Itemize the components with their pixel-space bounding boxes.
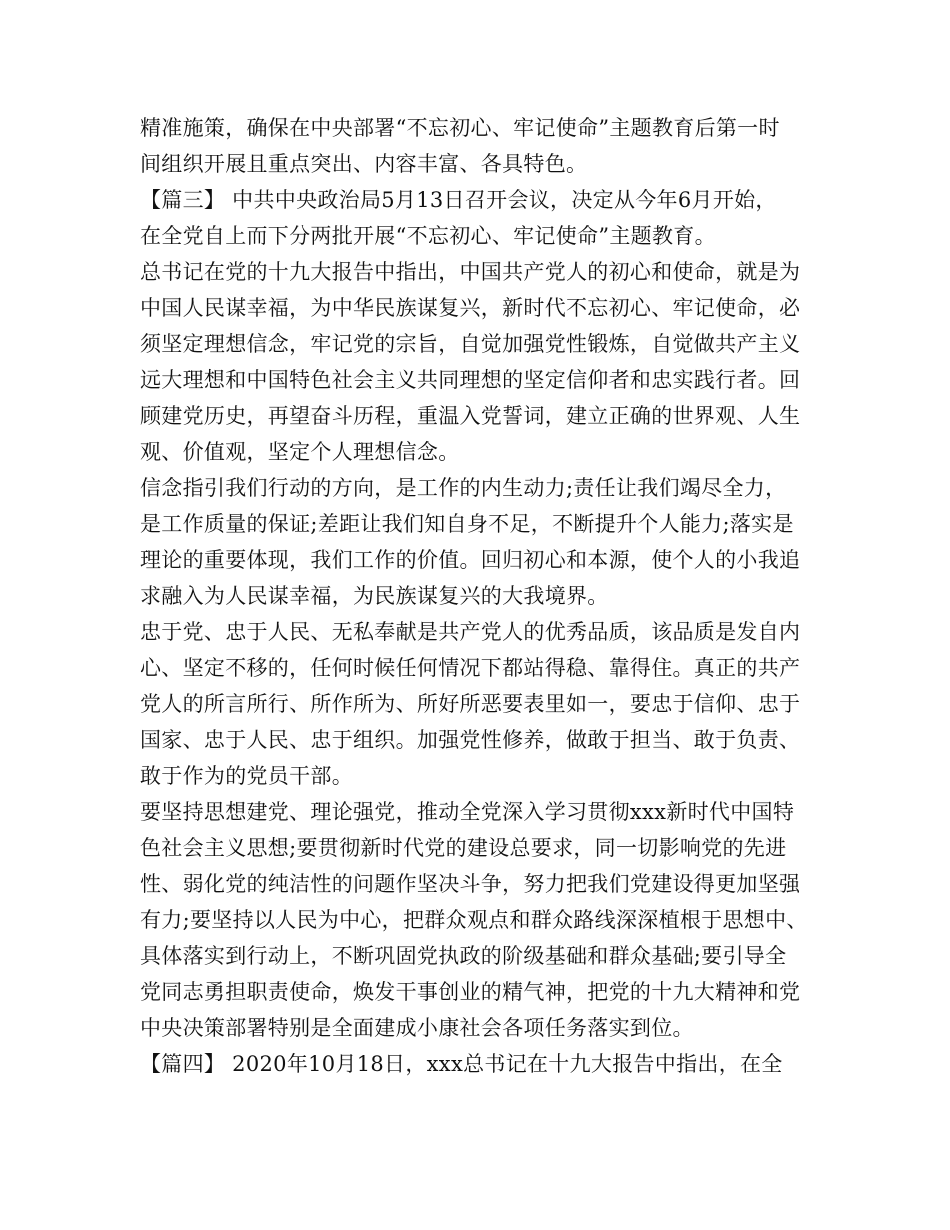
text-line-4: 在全党自上而下分两批开展“不忘初心、牢记使命”主题教育。 [140, 224, 716, 248]
text-line-10: 观、价值观，坚定个人理想信念。 [140, 440, 460, 464]
text-line-13: 理论的重要体现，我们工作的价值。回归初心和本源，使个人的小我追 [140, 548, 801, 572]
text-line-8: 远大理想和中国特色社会主义共同理想的坚定信仰者和忠实践行者。回 [140, 368, 801, 392]
text-line-26: 中央决策部署特别是全面建成小康社会各项任务落实到位。 [140, 1016, 694, 1040]
text-line-6: 中国人民谋幸福，为中华民族谋复兴，新时代不忘初心、牢记使命，必 [140, 296, 801, 320]
text-line-2: 间组织开展且重点突出、内容丰富、各具特色。 [140, 152, 588, 176]
text-line-16: 心、坚定不移的，任何时候任何情况下都站得稳、靠得住。真正的共产 [140, 656, 801, 680]
text-line-7: 须坚定理想信念，牢记党的宗旨，自觉加强党性锻炼，自觉做共产主义 [140, 332, 801, 356]
text-line-14: 求融入为人民谋幸福，为民族谋复兴的大我境界。 [140, 584, 609, 608]
text-line-15: 忠于党、忠于人民、无私奉献是共产党人的优秀品质，该品质是发自内 [140, 620, 801, 644]
text-line-5: 总书记在党的十九大报告中指出，中国共产党人的初心和使命，就是为 [140, 260, 801, 284]
section-heading-pian-si: 【篇四】 2020年10月18日，xxx总书记在十九大报告中指出，在全 [140, 1052, 783, 1076]
section-heading-pian-san: 【篇三】 中共中央政治局5月13日召开会议，决定从今年6月开始， [140, 188, 777, 212]
text-line-23: 有力;要坚持以人民为中心，把群众观点和群众路线深深植根于思想中、 [140, 908, 808, 932]
text-line-25: 党同志勇担职责使命，焕发干事创业的精气神，把党的十九大精神和党 [140, 980, 801, 1004]
text-line-17: 党人的所言所行、所作所为、所好所恶要表里如一，要忠于信仰、忠于 [140, 692, 801, 716]
text-line-18: 国家、忠于人民、忠于组织。加强党性修养，做敢于担当、敢于负责、 [140, 728, 801, 752]
text-line-1: 精准施策，确保在中央部署“不忘初心、牢记使命”主题教育后第一时 [140, 116, 780, 140]
text-line-24: 具体落实到行动上，不断巩固党执政的阶级基础和群众基础;要引导全 [140, 944, 787, 968]
text-line-22: 性、弱化党的纯洁性的问题作坚决斗争，努力把我们党建设得更加坚强 [140, 872, 801, 896]
text-line-21: 色社会主义思想;要贯彻新时代党的建设总要求，同一切影响党的先进 [140, 836, 787, 860]
text-line-20: 要坚持思想建党、理论强党，推动全党深入学习贯彻xxx新时代中国特 [140, 800, 795, 824]
text-line-12: 是工作质量的保证;差距让我们知自身不足，不断提升个人能力;落实是 [140, 512, 794, 536]
text-line-9: 顾建党历史，再望奋斗历程，重温入党誓词，建立正确的世界观、人生 [140, 404, 801, 428]
text-line-11: 信念指引我们行动的方向，是工作的内生动力;责任让我们竭尽全力， [140, 476, 787, 500]
text-line-19: 敢于作为的党员干部。 [140, 764, 353, 788]
